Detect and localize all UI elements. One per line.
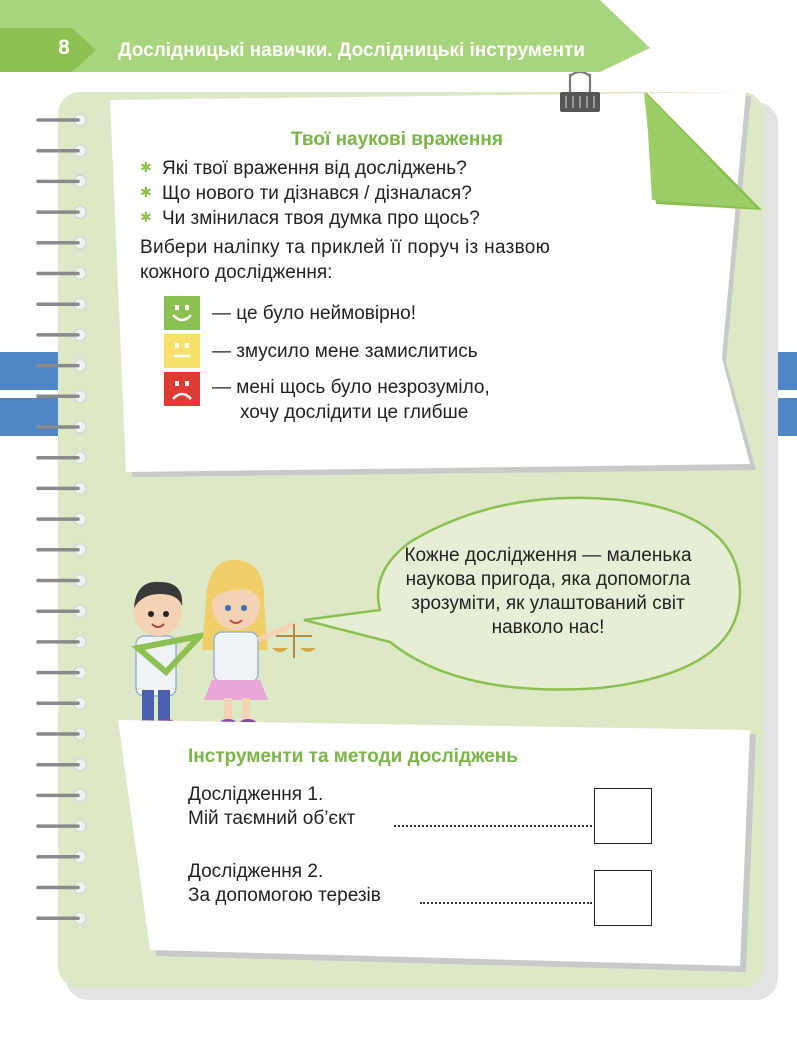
spiral-ring (38, 452, 86, 464)
spiral-ring (38, 114, 86, 126)
instruction-line-1: Вибери наліпку та приклей її поруч із назвою (140, 237, 551, 258)
study-2-label: Дослідження 2. (188, 861, 324, 882)
spiral-ring (38, 667, 86, 679)
study-2-name: За допомогою терезів (188, 885, 381, 906)
question-item: ✱ Які твої враження від досліджень? (140, 158, 467, 179)
sticker-label-thinking: — змусило мене замислитись (212, 341, 478, 362)
study-1-label: Дослідження 1. (188, 784, 324, 805)
question-item: ✱ Що нового ти дізнався / дізналася? (140, 183, 472, 204)
neutral-face-icon (164, 334, 200, 368)
spiral-ring (38, 636, 86, 648)
spiral-ring (38, 728, 86, 740)
spiral-ring (38, 268, 86, 280)
star-bullet-icon: ✱ (140, 184, 152, 200)
spiral-ring (38, 759, 86, 771)
spiral-ring (38, 390, 86, 402)
impressions-card (96, 92, 776, 492)
tools-title: Інструменти та методи досліджень (188, 746, 518, 767)
scientist-kids-illustration (118, 540, 318, 740)
spiral-ring (38, 697, 86, 709)
spiral-ring (38, 237, 86, 249)
study-1-sticker-box[interactable] (594, 788, 652, 844)
spiral-ring (38, 820, 86, 832)
spiral-ring (38, 329, 86, 341)
header-title: Дослідницькі навички. Дослідницькі інструменти (118, 40, 585, 61)
page-header (0, 0, 797, 90)
speech-bubble-text: Кожне дослідження — маленька наукова пригода, яка допомогла зрозуміти, як улаштований світ навколо нас! (404, 545, 692, 638)
instruction-line-2: кожного дослідження: (140, 262, 333, 283)
study-1-name: Мій таємний об’єкт (188, 808, 356, 829)
sticker-label-unclear-1: — мені щось було незрозуміло, (212, 377, 490, 398)
spiral-binding (28, 112, 98, 962)
binder-clip-icon (556, 72, 604, 116)
spiral-ring (38, 360, 86, 372)
spiral-ring (38, 175, 86, 187)
spiral-ring (38, 206, 86, 218)
sad-face-icon (164, 372, 200, 406)
study-2-dotted-line (420, 902, 592, 904)
boy-scientist-icon (134, 582, 200, 729)
star-bullet-icon: ✱ (140, 159, 152, 175)
spiral-ring (38, 789, 86, 801)
spiral-ring (38, 482, 86, 494)
page-number: 8 (58, 36, 70, 59)
spiral-ring (38, 605, 86, 617)
girl-scientist-icon (202, 560, 316, 729)
study-1-dotted-line (394, 825, 592, 827)
spiral-ring (38, 298, 86, 310)
study-2-sticker-box[interactable] (594, 870, 652, 926)
spiral-ring (38, 575, 86, 587)
sticker-label-amazing: — це було неймовірно! (212, 303, 417, 324)
star-bullet-icon: ✱ (140, 209, 152, 225)
spiral-ring (38, 851, 86, 863)
spiral-ring (38, 145, 86, 157)
impressions-title: Твої наукові враження (291, 129, 503, 150)
spiral-ring (38, 544, 86, 556)
question-item: ✱ Чи змінилася твоя думка про щось? (140, 208, 480, 229)
sticker-label-unclear-2: хочу дослідити це глибше (240, 402, 469, 423)
smile-face-icon (164, 296, 200, 330)
spiral-ring (38, 912, 86, 924)
spiral-ring (38, 421, 86, 433)
spiral-ring (38, 513, 86, 525)
spiral-ring (38, 882, 86, 894)
